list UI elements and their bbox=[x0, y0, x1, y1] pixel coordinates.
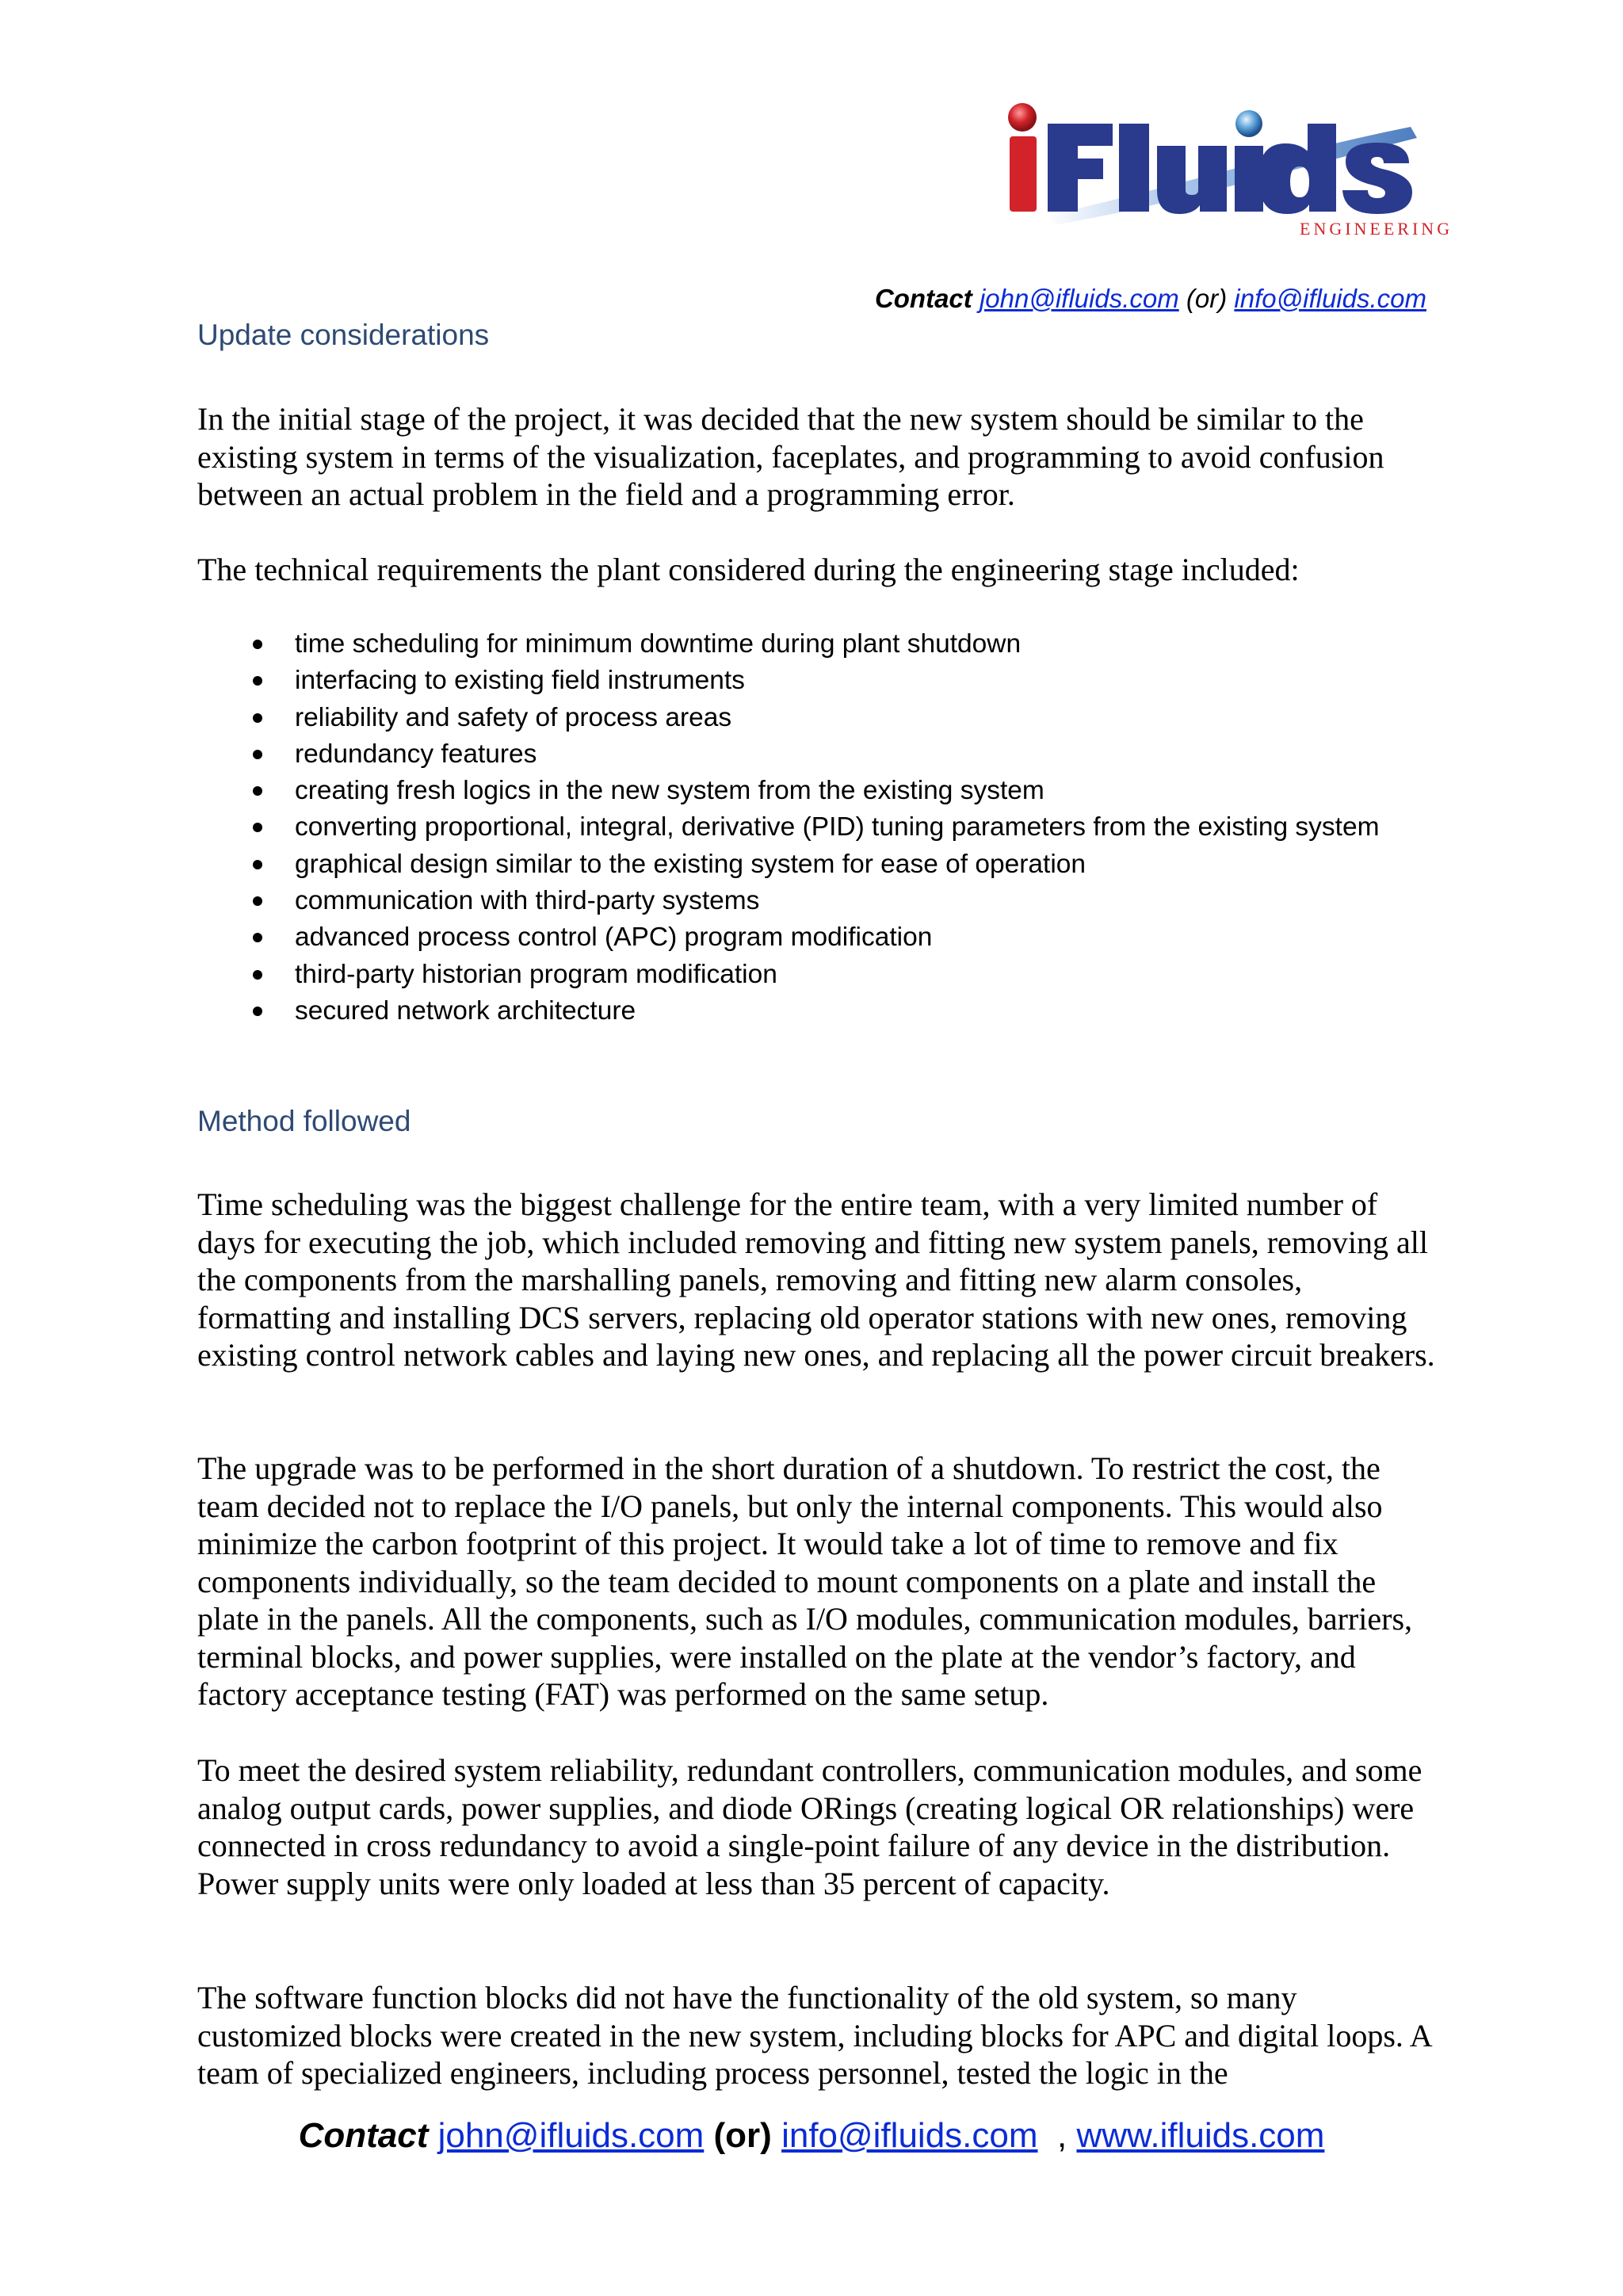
ifluids-logo bbox=[999, 97, 1453, 243]
bullet-icon bbox=[253, 713, 262, 723]
logo-tagline: ENGINEERING bbox=[1300, 219, 1453, 239]
footer-email-info-link[interactable]: info@ifluids.com bbox=[781, 2116, 1038, 2155]
header-contact-label: Contact bbox=[874, 284, 972, 313]
list-item: time scheduling for minimum downtime during plant shutdown bbox=[197, 626, 1442, 663]
list-item: redundancy features bbox=[197, 736, 1442, 773]
method-paragraph-4: The software function blocks did not have the functionality of the old system, so many customized blocks were created in the new system, including blocks for APC and digital loops. A team of specialized engineers, including process personnel, tested the logic in the bbox=[197, 1980, 1431, 2091]
method-paragraph-1: Time scheduling was the biggest challenge for the entire team, with a very limited number of days for executing the job, which included removing and fitting new system panels, removing all the components from the marshalling panels, removing and fitting new alarm consoles, formatting and installing DCS servers, replacing old operator stations with new ones, removing existing control network cables and laying new ones, and replacing all the power circuit breakers. bbox=[197, 1186, 1435, 1373]
bullet-icon bbox=[253, 750, 262, 759]
header-email-john-link[interactable]: john@ifluids.com bbox=[979, 284, 1179, 313]
list-item: secured network architecture bbox=[197, 993, 1442, 1030]
bullet-icon bbox=[253, 823, 262, 832]
bullet-icon bbox=[253, 640, 262, 649]
heading-update-considerations: Update considerations bbox=[197, 319, 490, 351]
list-item: third-party historian program modification bbox=[197, 957, 1442, 993]
update-paragraph-2: The technical requirements the plant considered during the engineering stage included: bbox=[197, 552, 1300, 587]
list-item: interfacing to existing field instruments bbox=[197, 663, 1442, 699]
list-item: reliability and safety of process areas bbox=[197, 700, 1442, 736]
logo-graphic bbox=[999, 97, 1453, 243]
bullet-icon bbox=[253, 1007, 262, 1016]
bullet-icon bbox=[253, 860, 262, 869]
method-paragraph-3: To meet the desired system reliability, redundant controllers, communication modules, and some analog output cards, power supplies, and diode ORings (creating logical OR relationships) were connected in cross redundancy to avoid a single-point failure of any device in the distribution. Power supply units were only loaded at less than 35 percent of capacity. bbox=[197, 1752, 1423, 1901]
footer-contact bbox=[0, 2116, 1623, 2156]
requirements-list bbox=[197, 626, 1442, 1030]
bullet-icon bbox=[253, 933, 262, 942]
header-or-text: (or) bbox=[1186, 284, 1228, 313]
list-item: converting proportional, integral, derivative (PID) tuning parameters from the existing system bbox=[197, 809, 1442, 846]
footer-separator: , bbox=[1056, 2116, 1067, 2155]
bullet-icon bbox=[253, 896, 262, 906]
update-paragraph-1: In the initial stage of the project, it was decided that the new system should be similar to the existing system in terms of the visualization, faceplates, and programming to avoid confusion between an actual problem in the field and a programming error. bbox=[197, 401, 1384, 512]
bullet-icon bbox=[253, 676, 262, 686]
list-item: advanced process control (APC) program modification bbox=[197, 919, 1442, 956]
list-item: communication with third-party systems bbox=[197, 883, 1442, 919]
footer-or-text: (or) bbox=[713, 2116, 772, 2155]
footer-email-john-link[interactable]: john@ifluids.com bbox=[437, 2116, 705, 2155]
bullet-icon bbox=[253, 970, 262, 980]
heading-method-followed: Method followed bbox=[197, 1105, 411, 1137]
list-item: creating fresh logics in the new system from the existing system bbox=[197, 773, 1442, 809]
header-email-info-link[interactable]: info@ifluids.com bbox=[1234, 284, 1426, 313]
bullet-icon bbox=[253, 786, 262, 796]
list-item: graphical design similar to the existing system for ease of operation bbox=[197, 846, 1442, 883]
footer-website-link[interactable]: www.ifluids.com bbox=[1076, 2116, 1325, 2155]
footer-contact-label: Contact bbox=[298, 2116, 429, 2155]
header-contact bbox=[875, 284, 1426, 314]
method-paragraph-2: The upgrade was to be performed in the short duration of a shutdown. To restrict the cost, the team decided not to replace the I/O panels, but only the internal components. This would also minimize the carbon footprint of this project. It would take a lot of time to remove and fix components individually, so the team decided to mount components on a plate and install the plate in the panels. All the components, such as I/O modules, communication modules, barriers, terminal blocks, and power supplies, were installed on the plate at the vendor’s factory, and factory acceptance testing (FAT) was performed on the same setup. bbox=[197, 1450, 1413, 1712]
